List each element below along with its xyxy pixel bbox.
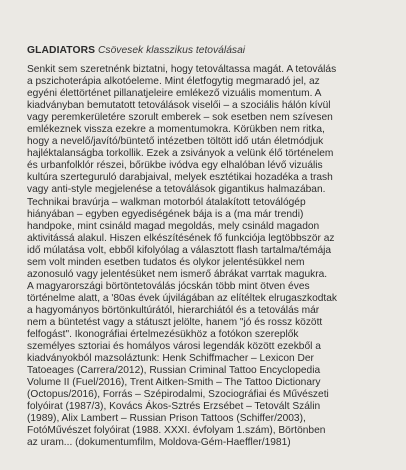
body-line: vagy anti-style megjelenése a tetoválások gigantikus halmazában. (27, 184, 326, 196)
body-line: FotóMűvészet folyóirat (1988. XXXI. évfolyam 1.szám), Börtönben (27, 425, 326, 437)
body-line: hiányában – egyben egyediségének bája is a (ma már trendi) (27, 208, 304, 220)
body-line: folyóirat (1987/3), Kovács Ákos-Sztrés Erzsébet – Tetovált Szálin (27, 401, 321, 413)
body-line: és urbanfolklór részei, bőrükbe ivódva egy elhalóban lévő vizuális (27, 160, 323, 172)
body-line: kiadványokból mazsoláztunk: Henk Schiffmacher – Lexicon Der (27, 353, 314, 365)
body-line: hajléktalanságba torkollik. Ezek a zsiványok a velünk élő történelem (27, 148, 334, 160)
body-line: Senkit sem szeretnénk biztatni, hogy tetováltassa magát. A tetoválás (27, 64, 337, 75)
subheading: Csövesek klasszikus tetoválásai (98, 45, 246, 56)
body-line: emlékeznek vissza ezekre a momentumokra. Körükben nem ritka, (27, 124, 325, 136)
body-line: személyes sztoriai és homályos városi legendák között ezekből a (27, 341, 321, 353)
body-line: a pszichoterápia alkotóeleme. Mint életfogytig megmaradó jel, az (27, 76, 320, 88)
body-line: handpoke, mint csináld magad megoldás, mely csináld magadon (27, 220, 320, 232)
body-line: (1989), Alix Lambert – Russian Prison Tattoos (Schiffer/2003), (27, 413, 306, 425)
body-line: felfogást". Ikonográfiai értelmezésükhöz a fotókon szereplők (27, 329, 299, 341)
body-line: Tatoeages (Carrera/2012), Russian Criminal Tattoo Encyclopedia (27, 365, 321, 377)
body-line: egyéni élettörténet pillanatjeleire emlékező vizuális momentum. A (27, 88, 322, 100)
body-line: nem a büntetést vagy a státuszt jelölte, hanem "jó és rossz között (27, 316, 323, 328)
body-line: sem volt minden esetben tudatos és olykor jelentésükkel nem (27, 256, 305, 268)
body-line: Technikai bravúrja – walkman motorból átalakított tetoválógép (27, 196, 306, 208)
body-line: Volume II (Fuel/2016), Trent Aitken-Smith – The Tattoo Dictionary (27, 377, 321, 389)
body-line: történelme alatt, a '80as évek újvilágában az elítéltek elrugaszkodtak (27, 292, 338, 304)
body-line: azonosuló vagy jelentésüket nem ismerő ábrákat varrtak magukra. (27, 268, 328, 280)
body-line: A magyarországi börtöntetoválás jócskán több mint ötven éves (27, 280, 310, 292)
heading: GLADIATORS (27, 45, 96, 56)
body-line: kultúra szerteguruló darabjaival, melyek esztétikai hozadéka a trash (27, 172, 333, 184)
body-line: idő múlatása volt, ebből kifolyólag a választott flash tartalma/témája (27, 244, 332, 256)
body-paragraph (27, 64, 382, 450)
body-line: a hagyományos börtönkultúrától, hierarchiától és a tetoválás már (27, 304, 320, 316)
body-line: hogy a nevelő/javító/büntető intézetben töltött idő után életmódjuk (27, 136, 324, 148)
body-line: aktivitássá alakul. Hiszen elkészítésének fő funkciója legtöbbször az (27, 232, 335, 244)
body-line: kiadványban bemutatott tetoválások viselői – a szociális hálón kívül (27, 100, 331, 112)
body-line: (Octopus/2016), Forrás – Szépirodalmi, Szociográfiai és Művészeti (27, 389, 329, 401)
body-line: az uram... (dokumentumfilm, Moldova-Gém-Haeffler/1981) (27, 437, 291, 449)
body-line: vagy peremkerületére szorult emberek – sok esetben nem szívesen (27, 112, 333, 124)
section-header (27, 44, 382, 57)
